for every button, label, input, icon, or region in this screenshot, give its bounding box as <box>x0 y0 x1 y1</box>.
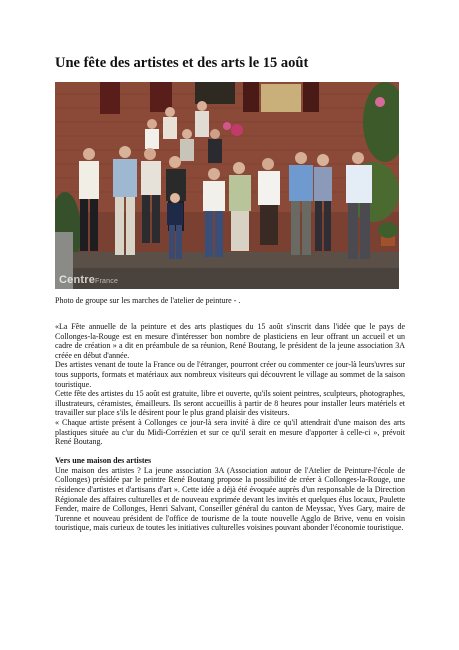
group-photo <box>55 82 399 289</box>
photo-caption: Photo de groupe sur les marches de l'atelier de peinture - . <box>55 296 241 305</box>
article-paragraph: Cette fête des artistes du 15 août est gratuite, libre et ouverte, qu'ils soient peintres, sculpteurs, photographes, illustrateurs, céramistes, émailleurs. Ils seront accueillis à partir de 8 heures pour installer leurs matériels et travailler sur place s'ils le désirent pour le plus grand plaisir des visiteurs. <box>55 389 405 418</box>
article-paragraph: Une maison des artistes ? La jeune association 3A (Association autour de l'Atelier de Peinture-l'école de Collonges) présidée par le peintre René Boutang propose la possibilité de créer à Collonges-la-Rouge, une résidence d'artistes et d'artisans d'art ». Cette idée a déjà été évoquée auprès d'un responsable de la Direction Régionale des affaires culturelles et de nouveau exprimée devant les invités et quelques élus locaux, Paulette Fender, maire de Collonges, Henri Salvant, Conseiller général du canton de Meyssac, Yves Gary, maire de Turenne et nouveau président de l'office de tourisme de la toute nouvelle Agglo de Brive, venu en voisin touristique, mais curieux de toutes les initiatives culturelles voisines pouvant abonder l'économie touristique. <box>55 465 405 533</box>
centre-france-watermark <box>59 274 118 286</box>
paragraph-spacer <box>55 447 405 456</box>
watermark-small: France <box>95 278 119 285</box>
watermark-main: Centre <box>59 274 96 286</box>
article-body <box>55 322 405 533</box>
article-paragraph: « Chaque artiste présent à Collonges ce jour-là sera invité à dire ce qu'il attendrait d'une maison des arts plastiques située au c'ur du Midi-Corrézien et sur ce qu'il serait en mesure d'apporter à celle-ci », prévoit René Boutang. <box>55 417 405 447</box>
article-paragraph: Des artistes venant de toute la France ou de l'étranger, pourront créer ou commenter ce jour-là leurs'uvres sur tous supports, formats et matériaux aux nombreux visiteurs qui découvrent le village au sommet de la saison touristique. <box>55 360 405 389</box>
article-title: Une fête des artistes et des arts le 15 août <box>55 55 309 71</box>
article-subheading: Vers une maison des artistes <box>55 455 152 465</box>
article-paragraph: «La Fête annuelle de la peinture et des arts plastiques du 15 août s'inscrit dans l'idée que le pays de Collonges-la-Rouge est en mesure d'intéresser bon nombre de plasticiens en leur offrant un accueil et un cadre de création » a dit en préambule de sa réunion, René Boutang, le président de la jeune association 3A créée en début d'année. <box>55 322 405 360</box>
group-photo-illustration <box>55 82 399 289</box>
